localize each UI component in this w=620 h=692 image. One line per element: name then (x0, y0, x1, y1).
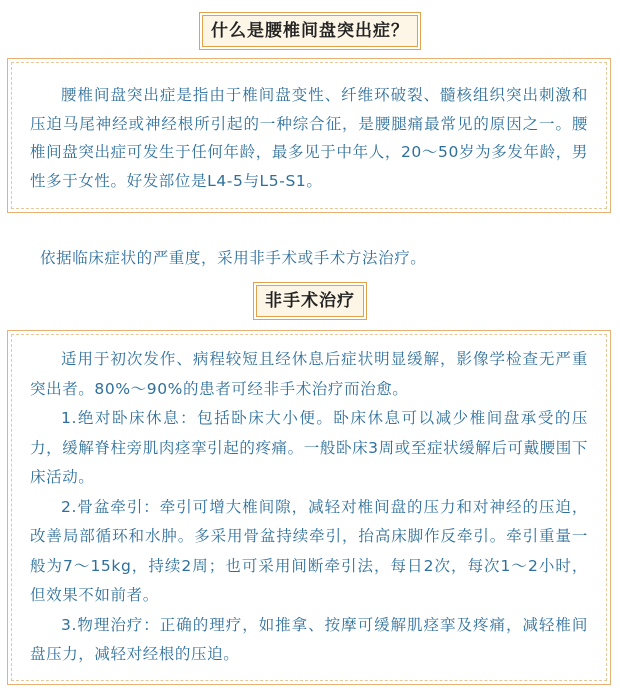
section-1-panel (7, 58, 611, 213)
section-2-paragraph-traction: 2.骨盆牵引：牵引可增大椎间隙，减轻对椎间盘的压力和对神经的压迫，改善局部循环和水肿。多采用骨盆持续牵引，抬高床脚作反牵引。牵引重量一般为7～15kg，持续2周；也可采用间断牵引法，每日2次，每次1～2小时，但效果不如前者。 (30, 497, 588, 604)
section-2-paragraph-intro: 适用于初次发作、病程较短且经休息后症状明显缓解，影像学检查无严重突出者。80%～90%的患者可经非手术治疗而治愈。 (30, 350, 588, 398)
section-2-text (30, 345, 588, 670)
section-1-title-wrap (0, 15, 620, 47)
section-1-text (30, 81, 588, 195)
intro-line: 依据临床症状的严重度，采用非手术或手术方法治疗。 (40, 249, 427, 267)
section-2-paragraph-bed-rest: 1.绝对卧床休息：包括卧床大小便。卧床休息可以减少椎间盘承受的压力，缓解脊柱旁肌肉痉挛引起的疼痛。一般卧床3周或至症状缓解后可戴腰围下床活动。 (30, 409, 588, 486)
section-1-paragraph: 腰椎间盘突出症是指由于椎间盘变性、纤维环破裂、髓核组织突出刺激和压迫马尾神经或神经根所引起的一种综合征，是腰腿痛最常见的原因之一。腰椎间盘突出症可发生于任何年龄，最多见于中年人，20～50岁为多发年龄，男性多于女性。好发部位是L4-5与L5-S1。 (30, 86, 588, 190)
section-2-paragraph-physio: 3.物理治疗：正确的理疗，如推拿、按摩可缓解肌痉挛及疼痛，减轻椎间盘压力，减轻对经根的压迫。 (30, 615, 588, 663)
section-2-panel (7, 330, 611, 685)
section-2-title: 非手术治疗 (256, 285, 364, 317)
section-2-title-wrap (0, 285, 620, 317)
section-1-title: 什么是腰椎间盘突出症？ (202, 15, 418, 47)
